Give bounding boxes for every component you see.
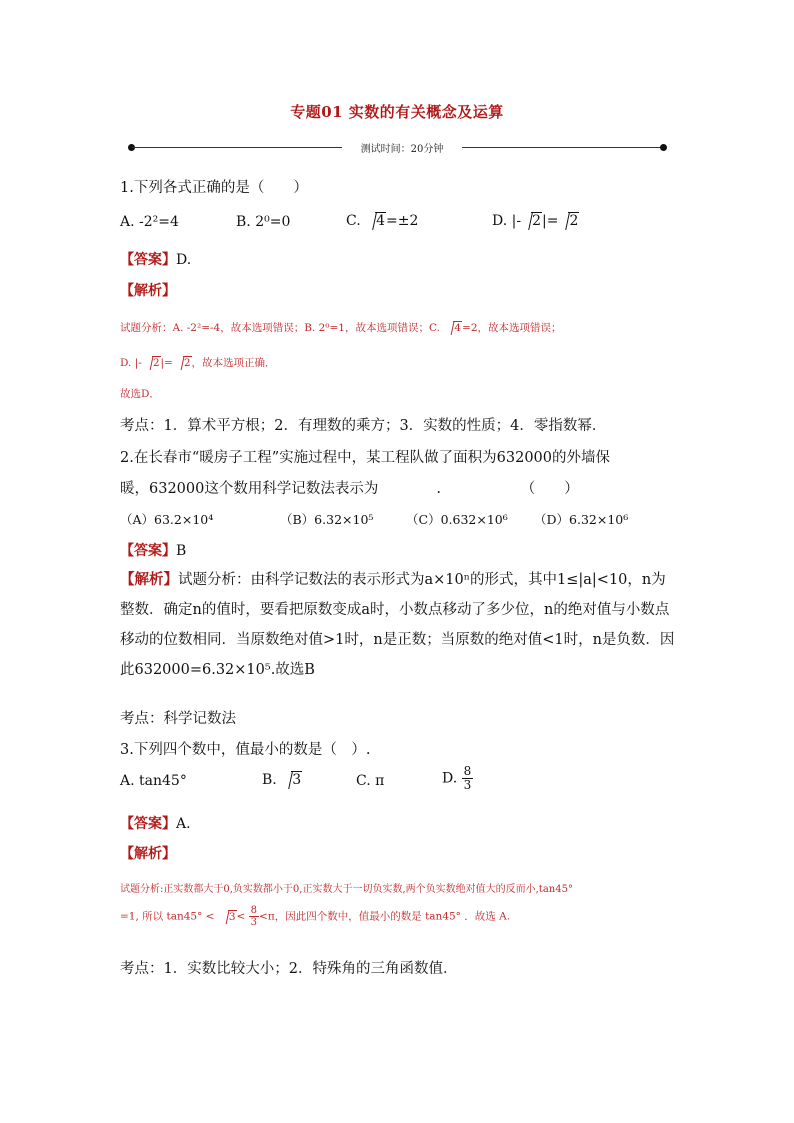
- q1-option-c-label: C.: [346, 213, 361, 229]
- analysis-label: 【解析】: [120, 283, 176, 299]
- analysis-text: =1, 所以 tan45° <: [120, 910, 215, 923]
- answer-value: A.: [176, 816, 191, 832]
- analysis-text: <: [236, 910, 246, 923]
- q1-option-a: A. -2²=4: [120, 214, 179, 230]
- q3-option-b: [262, 771, 302, 788]
- q3-analysis-label: [120, 843, 176, 863]
- answer-label: 【答案】: [120, 252, 176, 268]
- page-title: 专题01 实数的有关概念及运算: [290, 103, 504, 121]
- q2-analysis: [120, 565, 680, 685]
- answer-label: 【答案】: [120, 543, 176, 559]
- rule-left: [132, 147, 342, 148]
- q2-option-c: （C）0.632×10⁶: [406, 512, 508, 527]
- q3-analysis-line1: 试题分析:正实数都大于0,负实数都小于0,正实数大于一切负实数,两个负实数绝对值大的反而小,tan45°: [120, 884, 573, 895]
- q3-analysis-line2: [120, 905, 510, 928]
- q2-kaodian: 考点：科学记数法: [120, 711, 236, 727]
- analysis-text: ，故本选项正确．: [191, 357, 276, 369]
- analysis-text: 试题分析：A. -2²=-4，故本选项错误；B. 2⁰=1，故本选项错误；C.: [120, 322, 440, 334]
- q2-option-b: （B）6.32×10⁵: [280, 512, 374, 527]
- sqrt-symbol: [174, 356, 192, 369]
- fraction: [249, 905, 259, 928]
- sqrt-symbol: [143, 356, 161, 369]
- answer-label: 【答案】: [120, 816, 176, 832]
- q1-analysis-line2: [120, 355, 276, 370]
- q1-option-d-mid: |=: [542, 213, 559, 229]
- sqrt-symbol: [522, 212, 542, 229]
- test-time: 测试时间：20分钟: [360, 144, 444, 155]
- q1-kaodian: 考点：1．算术平方根；2．有理数的乘方；3．实数的性质；4．零指数幂．: [120, 418, 607, 434]
- sqrt-radicand: 2: [532, 213, 542, 229]
- q1-analysis-label: [120, 280, 176, 300]
- sqrt-radicand: 2: [183, 357, 191, 369]
- q1-option-d: [492, 212, 579, 229]
- fraction-denominator: 3: [463, 778, 472, 792]
- sqrt-radicand: 4: [454, 322, 462, 334]
- q3-option-a: A. tan45°: [120, 773, 187, 789]
- sqrt-symbol: [444, 321, 462, 334]
- fraction-numerator: 8: [250, 905, 258, 916]
- q3-answer: [120, 813, 191, 833]
- q2-stem-line1: 2.在长春市“暖房子工程”实施过程中，某工程队做了面积为632000的外墙保: [120, 450, 611, 466]
- answer-value: D.: [176, 252, 192, 268]
- sqrt-radicand: 2: [569, 213, 579, 229]
- q1-analysis-line3: 故选D．: [120, 388, 160, 400]
- analysis-text: =2，故本选项错误；: [462, 322, 562, 334]
- q3-stem: 3.下列四个数中，值最小的数是（ ）.: [120, 742, 371, 758]
- q3-option-d: [442, 765, 473, 792]
- rule-right-dot: [660, 144, 667, 151]
- analysis-label: 【解析】: [120, 846, 176, 862]
- q1-analysis-line1: [120, 320, 562, 335]
- sqrt-radicand: 4: [376, 213, 386, 229]
- analysis-text: 试题分析：由科学记数法的表示形式为a×10ⁿ的形式，其中1≤|a|<10，n为整数．确定n的值时，要看把原数变成a时，小数点移动了多少位，n的绝对值与小数点移动的位数相同．当原数绝对值>1时，n是正数；当原数的绝对值<1时，n是负数．因此632000=6.32×10⁵.故选B: [120, 572, 675, 678]
- sqrt-radicand: 3: [292, 772, 302, 788]
- sqrt-radicand: 2: [152, 357, 160, 369]
- fraction-denominator: 3: [250, 917, 258, 928]
- q1-option-c: [346, 212, 418, 229]
- q1-answer: [120, 249, 191, 269]
- q3-option-d-label: D.: [442, 770, 458, 787]
- sqrt-radicand: 3: [228, 910, 236, 923]
- sqrt-symbol: [282, 771, 302, 788]
- sqrt-symbol: [559, 212, 579, 229]
- fraction: [462, 765, 474, 792]
- fraction-numerator: 8: [463, 764, 472, 778]
- q2-option-d: （D）6.32×10⁶: [534, 512, 629, 527]
- analysis-text: |=: [160, 357, 173, 369]
- analysis-text: D. |-: [120, 357, 142, 369]
- q3-kaodian: 考点：1．实数比较大小；2．特殊角的三角函数值．: [120, 961, 458, 977]
- analysis-label: 【解析】: [120, 571, 178, 588]
- q3-option-b-label: B.: [262, 772, 277, 788]
- q1-stem: 1.下列各式正确的是（ ）: [120, 180, 308, 196]
- q2-option-a: （A）63.2×10⁴: [120, 512, 214, 527]
- q1-option-b: B. 2⁰=0: [236, 214, 291, 230]
- answer-value: B: [176, 543, 187, 559]
- q1-option-d-label: D.: [492, 213, 508, 229]
- rule-right: [462, 147, 664, 148]
- q1-option-d-pre: |-: [511, 213, 522, 229]
- analysis-text: <π，因此四个数中，值最小的数是 tan45° ．故选 A.: [259, 910, 511, 923]
- sqrt-symbol: [219, 910, 237, 923]
- q3-option-c: C. π: [356, 773, 385, 789]
- q1-option-c-rest: =±2: [386, 213, 419, 229]
- sqrt-symbol: [366, 212, 386, 229]
- q2-answer: [120, 540, 186, 560]
- q2-stem-line2: 暖，632000这个数用科学记数法表示为 . （ ）: [120, 481, 579, 497]
